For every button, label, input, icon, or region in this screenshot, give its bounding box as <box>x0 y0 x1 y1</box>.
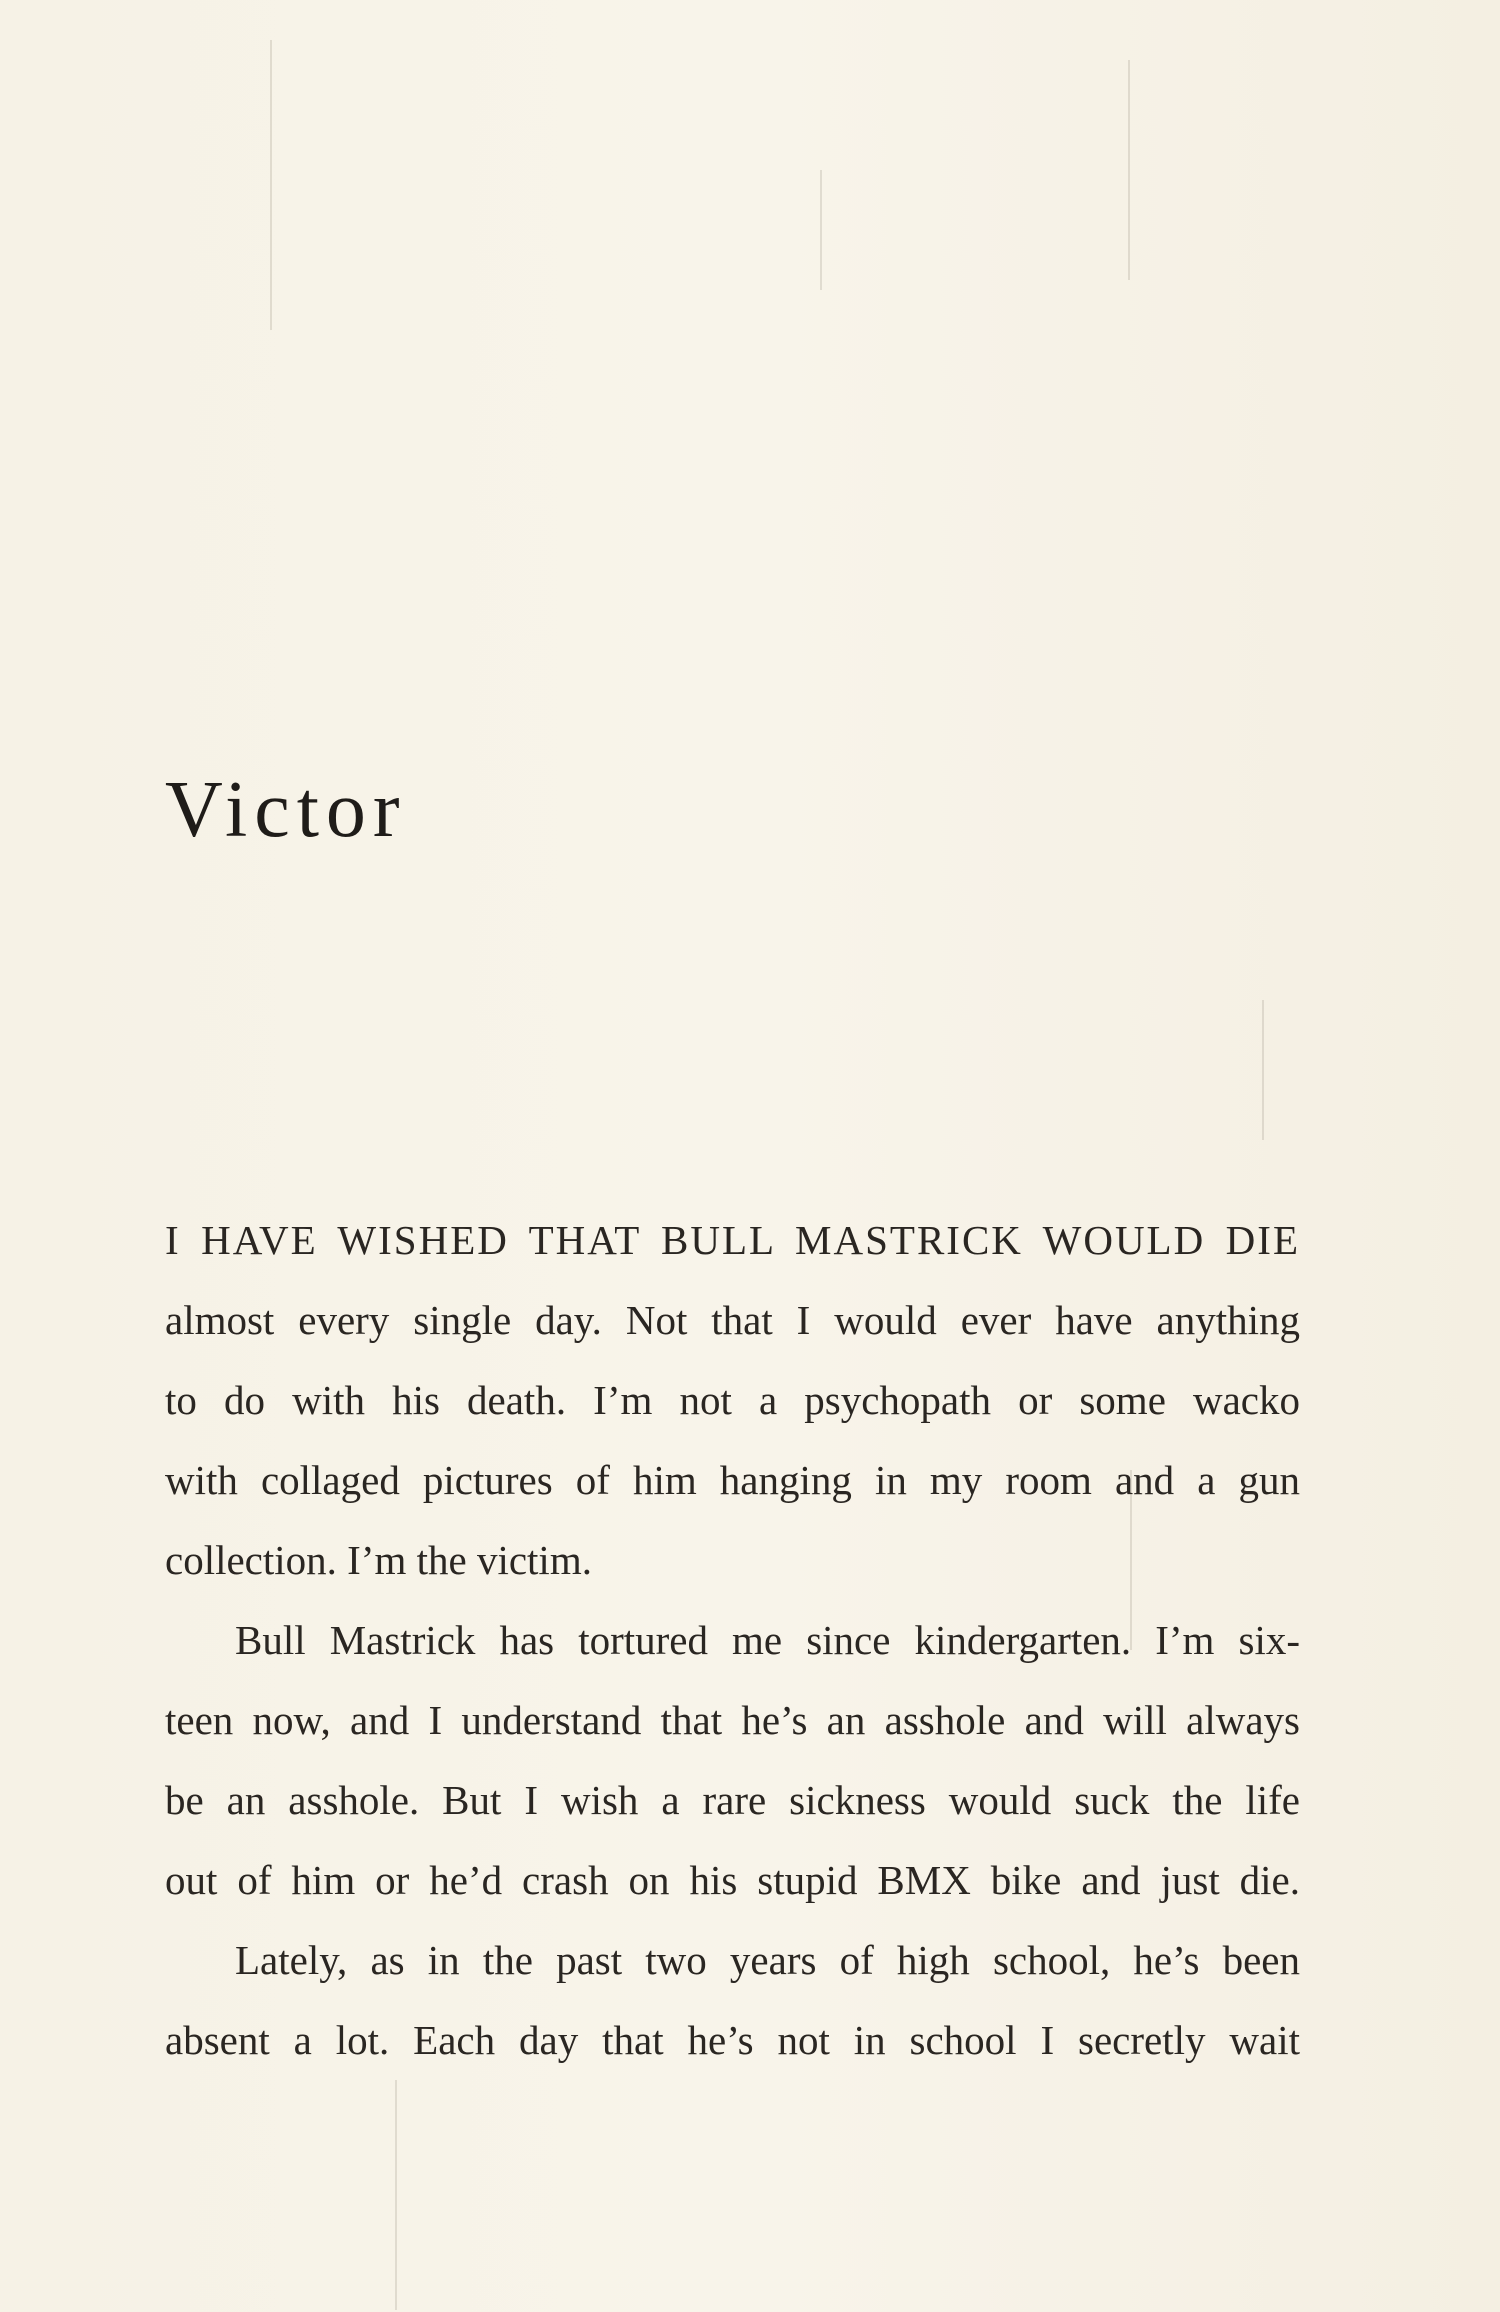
text-line: teen now, and I understand that he’s an asshole and will always <box>165 1697 1300 1743</box>
scan-artifact <box>1262 1000 1264 1140</box>
scan-artifact <box>270 40 272 330</box>
text-line: to do with his death. I’m not a psychopath or some wacko <box>165 1377 1300 1423</box>
chapter-body <box>165 1200 1300 2080</box>
text-line: collection. I’m the victim. <box>165 1537 592 1583</box>
scan-artifact <box>395 2080 397 2310</box>
scan-artifact <box>820 170 822 290</box>
paragraph-1 <box>165 1200 1300 1600</box>
text-line: Bull Mastrick has tortured me since kindergarten. I’m six- <box>235 1617 1300 1663</box>
paragraph-2 <box>165 1600 1300 1920</box>
paragraph-3 <box>165 1920 1300 2080</box>
text-line: Lately, as in the past two years of high school, he’s been <box>235 1937 1300 1983</box>
scan-artifact <box>1128 60 1130 280</box>
text-line: absent a lot. Each day that he’s not in school I secretly wait <box>165 2017 1300 2063</box>
text-line: with collaged pictures of him hanging in my room and a gun <box>165 1457 1300 1503</box>
text-line: be an asshole. But I wish a rare sickness would suck the life <box>165 1777 1300 1823</box>
text-line: out of him or he’d crash on his stupid BMX bike and just die. <box>165 1857 1300 1903</box>
text-line: almost every single day. Not that I would ever have anything <box>165 1297 1300 1343</box>
text-line: I HAVE WISHED THAT BULL MASTRICK WOULD DIE <box>165 1217 1300 1263</box>
chapter-title: Victor <box>165 766 407 854</box>
